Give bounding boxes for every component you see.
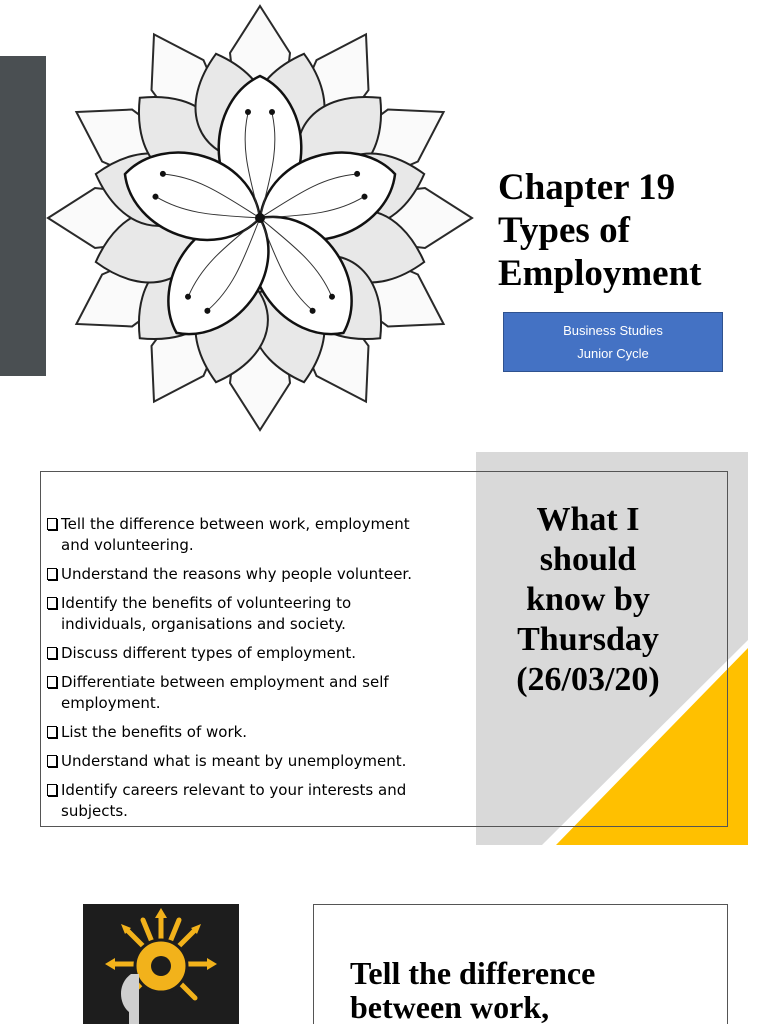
head-with-gear-icon [83,904,239,1024]
subtitle-line: Business Studies [563,323,663,338]
chapter-title-line: Types of [498,210,630,251]
know-title-line: What I [536,501,640,538]
objective-item: Tell the difference between work, employment and volunteering. [47,514,437,556]
checkbox-bullet-icon [47,726,57,738]
slide3-title [350,956,710,1024]
checkbox-bullet-icon [47,647,57,659]
objective-item: Identify the benefits of volunteering to individuals, organisations and society. [47,593,437,635]
mandala-flower-image [40,0,480,435]
checkbox-bullet-icon [47,676,57,688]
chapter-title-line: Employment [498,253,702,294]
objective-item: Understand the reasons why people volunteer. [47,564,437,585]
know-by-title [488,500,688,700]
checkbox-bullet-icon [47,784,57,796]
objective-item: Identify careers relevant to your interests and subjects. [47,780,437,822]
slide3-title-line: between work, [350,989,550,1024]
subtitle-box [503,312,723,372]
checkbox-bullet-icon [47,518,57,530]
slide-3[interactable] [0,858,768,1024]
checkbox-bullet-icon [47,568,57,580]
objective-item: Discuss different types of employment. [47,643,437,664]
know-title-line: should [539,541,637,578]
checkbox-bullet-icon [47,597,57,609]
chapter-title-line: Chapter 19 [498,167,676,208]
chapter-title [498,166,760,295]
objective-item: Understand what is meant by unemployment. [47,751,437,772]
objective-item: List the benefits of work. [47,722,437,743]
know-title-line: know by [526,581,650,618]
objectives-list [47,514,437,830]
head-gear-image [83,904,239,1024]
checkbox-bullet-icon [47,755,57,767]
slide-1[interactable] [0,0,768,440]
objective-item: Differentiate between employment and self employment. [47,672,437,714]
slide-2[interactable] [0,452,768,847]
know-title-line: Thursday [517,621,659,658]
slide3-title-line: Tell the difference [350,955,596,991]
know-title-line: (26/03/20) [516,661,660,698]
subtitle-line: Junior Cycle [577,346,649,361]
